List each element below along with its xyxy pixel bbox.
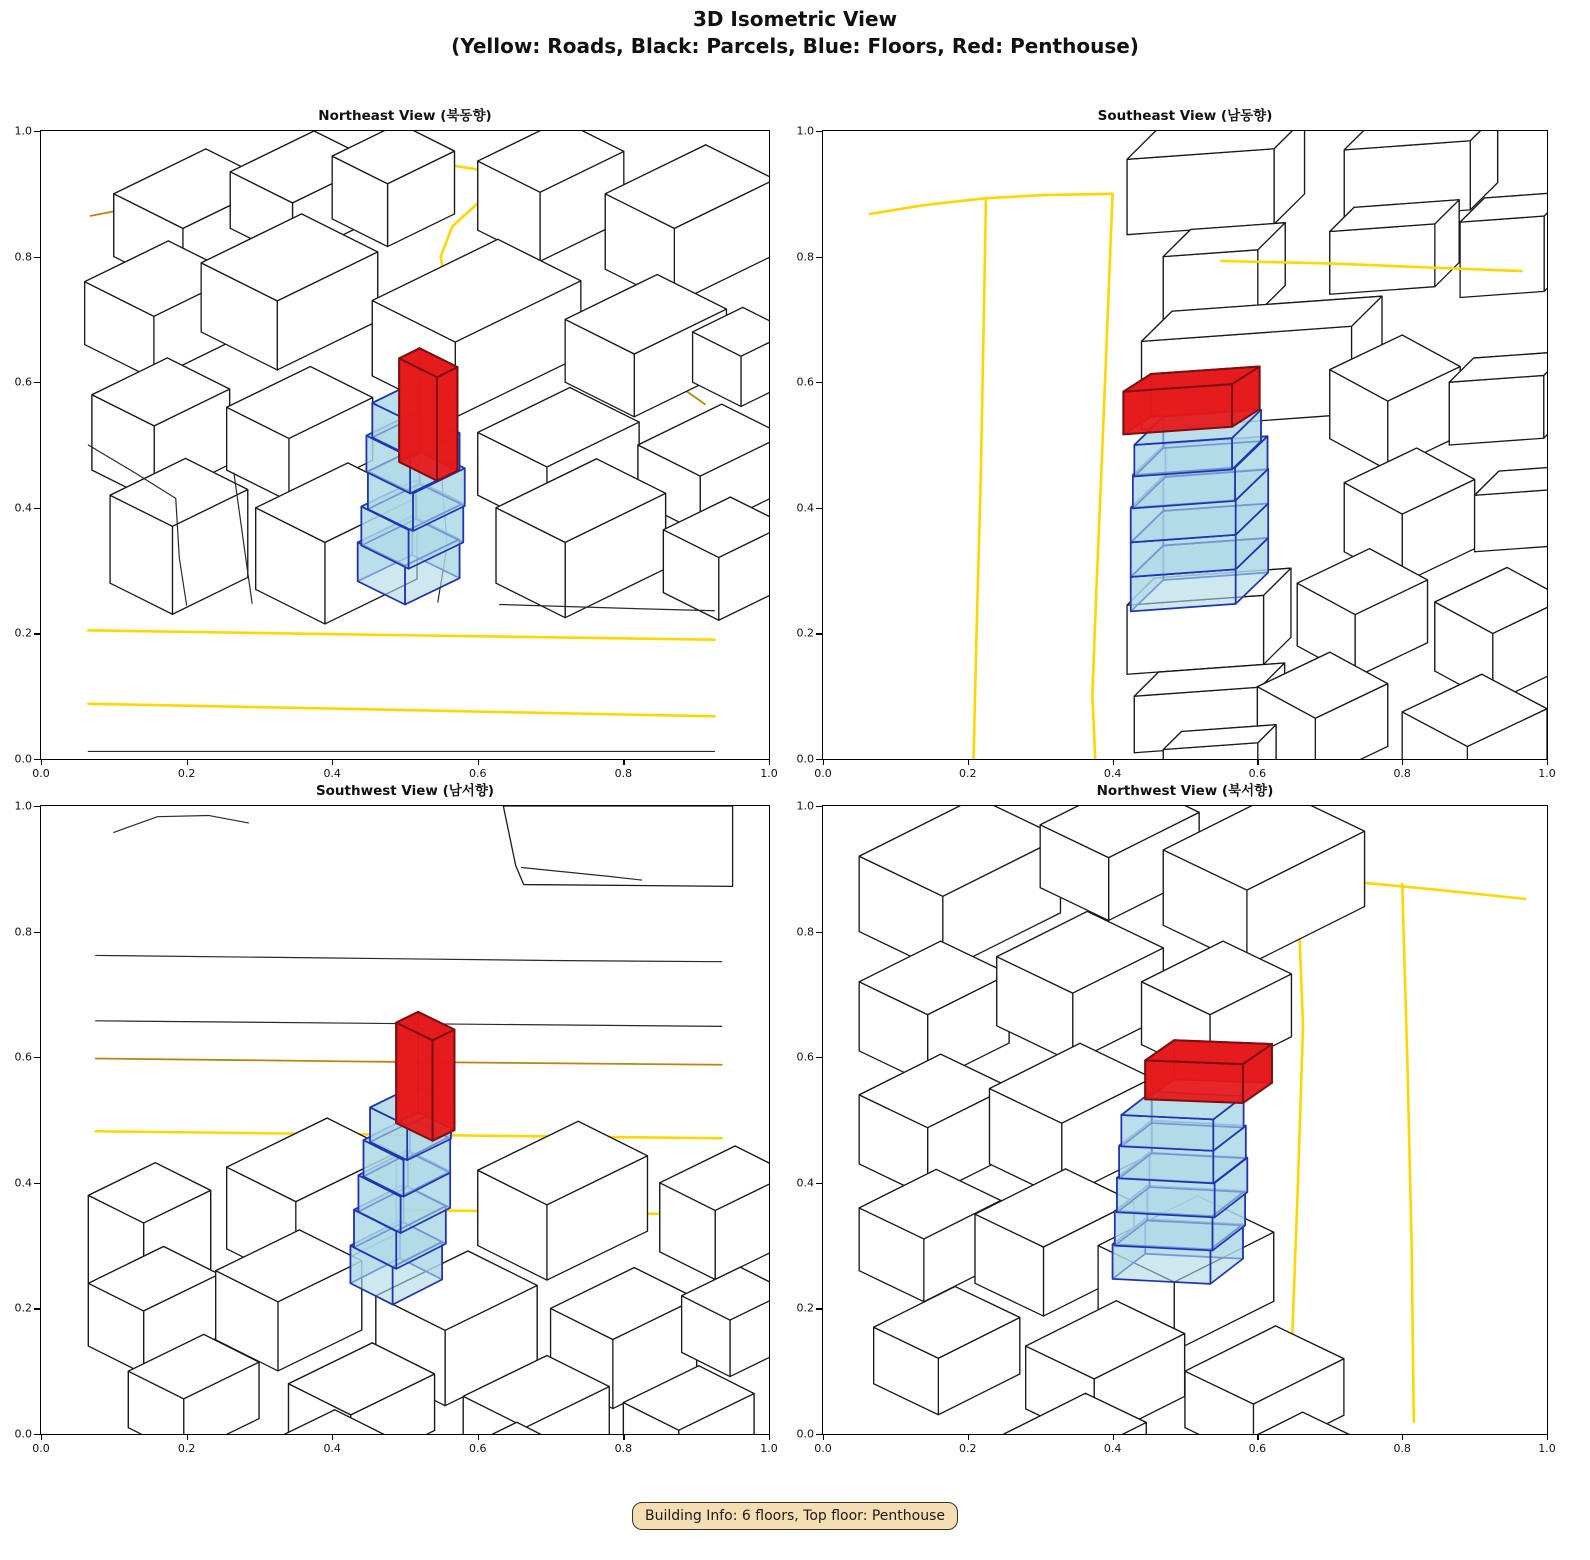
x-tick-mark [478,759,479,765]
y-tick-label: 0.4 [14,1176,32,1190]
y-tick-label: 0.6 [796,1050,814,1064]
subplot-northwest [796,783,1556,1455]
x-tick-mark [968,759,969,765]
y-tick-mark [816,932,822,933]
scene-canvas-southwest [41,806,769,1434]
y-tick-label: 0.2 [14,626,32,640]
y-tick-mark [816,131,822,132]
x-tick-mark [332,759,333,765]
x-tick-label: 1.0 [1538,767,1556,780]
x-tick-label: 0.6 [469,767,487,780]
x-tick-label: 0.2 [959,1442,977,1455]
x-tick-label: 0.2 [177,1442,196,1455]
y-tick-mark [816,1183,822,1184]
figure-title [0,6,1590,60]
subplot-northeast [14,108,778,780]
y-tick-mark [34,508,40,509]
y-tick-label: 0.8 [14,925,32,939]
y-tick-mark [34,759,40,760]
x-tick-mark [1402,759,1403,765]
subplot-southwest [14,783,778,1455]
y-tick-mark [34,806,40,807]
y-tick-label: 0.0 [14,752,32,766]
y-tick-label: 0.6 [14,375,32,389]
x-tick-mark [187,759,188,765]
y-tick-label: 0.2 [14,1301,32,1315]
x-tick-mark [769,1434,770,1440]
x-tick-label: 0.6 [1248,767,1267,780]
x-tick-mark [187,1434,188,1440]
subplot-title-southwest: Southwest View (남서향) [315,783,495,799]
x-tick-mark [623,1434,624,1440]
x-tick-label: 1.0 [760,767,778,780]
y-tick-label: 1.0 [14,799,32,813]
x-tick-label: 0.8 [614,1442,633,1455]
subplot-southeast [796,108,1556,780]
x-tick-label: 0.6 [1248,1442,1267,1455]
subplot-title-southeast: Southeast View (남동향) [1097,108,1273,124]
x-tick-label: 0.4 [1103,1442,1122,1455]
y-tick-label: 0.0 [796,1427,814,1441]
x-tick-label: 0.8 [614,767,633,780]
y-tick-label: 0.6 [14,1050,32,1064]
x-tick-mark [332,1434,333,1440]
y-tick-mark [816,1057,822,1058]
x-tick-label: 0.2 [959,767,977,780]
y-tick-label: 1.0 [796,124,814,138]
x-tick-mark [823,1434,824,1440]
y-tick-label: 0.2 [796,1301,814,1315]
x-tick-mark [623,759,624,765]
scene-canvas-northwest [823,806,1547,1434]
subplot-title-northeast: Northeast View (북동향) [318,108,492,124]
x-tick-mark [1113,1434,1114,1440]
y-tick-label: 0.4 [796,501,814,515]
x-tick-mark [968,1434,969,1440]
y-tick-mark [816,1308,822,1309]
x-tick-mark [41,759,42,765]
building-info-badge: Building Info: 6 floors, Top floor: Penthouse [632,1502,958,1530]
x-tick-mark [1113,759,1114,765]
y-tick-label: 0.4 [14,501,32,515]
y-tick-mark [34,1057,40,1058]
y-tick-mark [816,1434,822,1435]
y-tick-mark [816,633,822,634]
x-tick-mark [1402,1434,1403,1440]
x-tick-mark [478,1434,479,1440]
x-tick-label: 0.8 [1393,1442,1411,1455]
y-tick-label: 0.0 [14,1427,32,1441]
x-tick-label: 1.0 [760,1442,778,1455]
y-tick-label: 0.0 [796,752,814,766]
y-tick-label: 0.6 [796,375,814,389]
y-tick-mark [34,131,40,132]
y-tick-mark [816,382,822,383]
x-tick-label: 0.4 [323,1442,341,1455]
x-tick-mark [1257,759,1258,765]
y-tick-mark [816,806,822,807]
scene-canvas-southeast [823,131,1547,759]
x-tick-label: 0.4 [1103,767,1122,780]
x-tick-label: 0.0 [814,1442,832,1455]
y-tick-mark [816,759,822,760]
figure-title-line2: (Yellow: Roads, Black: Parcels, Blue: Floors, Red: Penthouse) [451,34,1139,58]
x-tick-mark [1547,759,1548,765]
x-tick-label: 0.2 [177,767,196,780]
y-tick-label: 0.8 [796,925,814,939]
x-tick-label: 0.6 [469,1442,487,1455]
y-tick-label: 0.2 [796,626,814,640]
scene-canvas-northeast [41,131,769,759]
x-tick-mark [1547,1434,1548,1440]
y-tick-label: 0.8 [14,250,32,264]
y-tick-label: 1.0 [14,124,32,138]
subplot-title-northwest: Northwest View (북서향) [1096,783,1274,799]
x-tick-label: 1.0 [1538,1442,1556,1455]
x-tick-label: 0.0 [32,767,50,780]
y-tick-label: 0.4 [796,1176,814,1190]
y-tick-mark [34,1434,40,1435]
x-tick-mark [823,759,824,765]
x-tick-mark [1257,1434,1258,1440]
y-tick-mark [34,1308,40,1309]
y-tick-mark [34,257,40,258]
y-tick-mark [34,1183,40,1184]
x-tick-mark [769,759,770,765]
y-tick-mark [34,382,40,383]
figure-title-line1: 3D Isometric View [692,7,898,31]
y-tick-mark [34,633,40,634]
x-tick-label: 0.8 [1393,767,1411,780]
y-tick-label: 0.8 [796,250,814,264]
x-tick-label: 0.0 [814,767,832,780]
y-tick-mark [816,508,822,509]
x-tick-label: 0.0 [32,1442,50,1455]
y-tick-mark [34,932,40,933]
y-tick-mark [816,257,822,258]
y-tick-label: 1.0 [796,799,814,813]
x-tick-label: 0.4 [323,767,341,780]
x-tick-mark [41,1434,42,1440]
